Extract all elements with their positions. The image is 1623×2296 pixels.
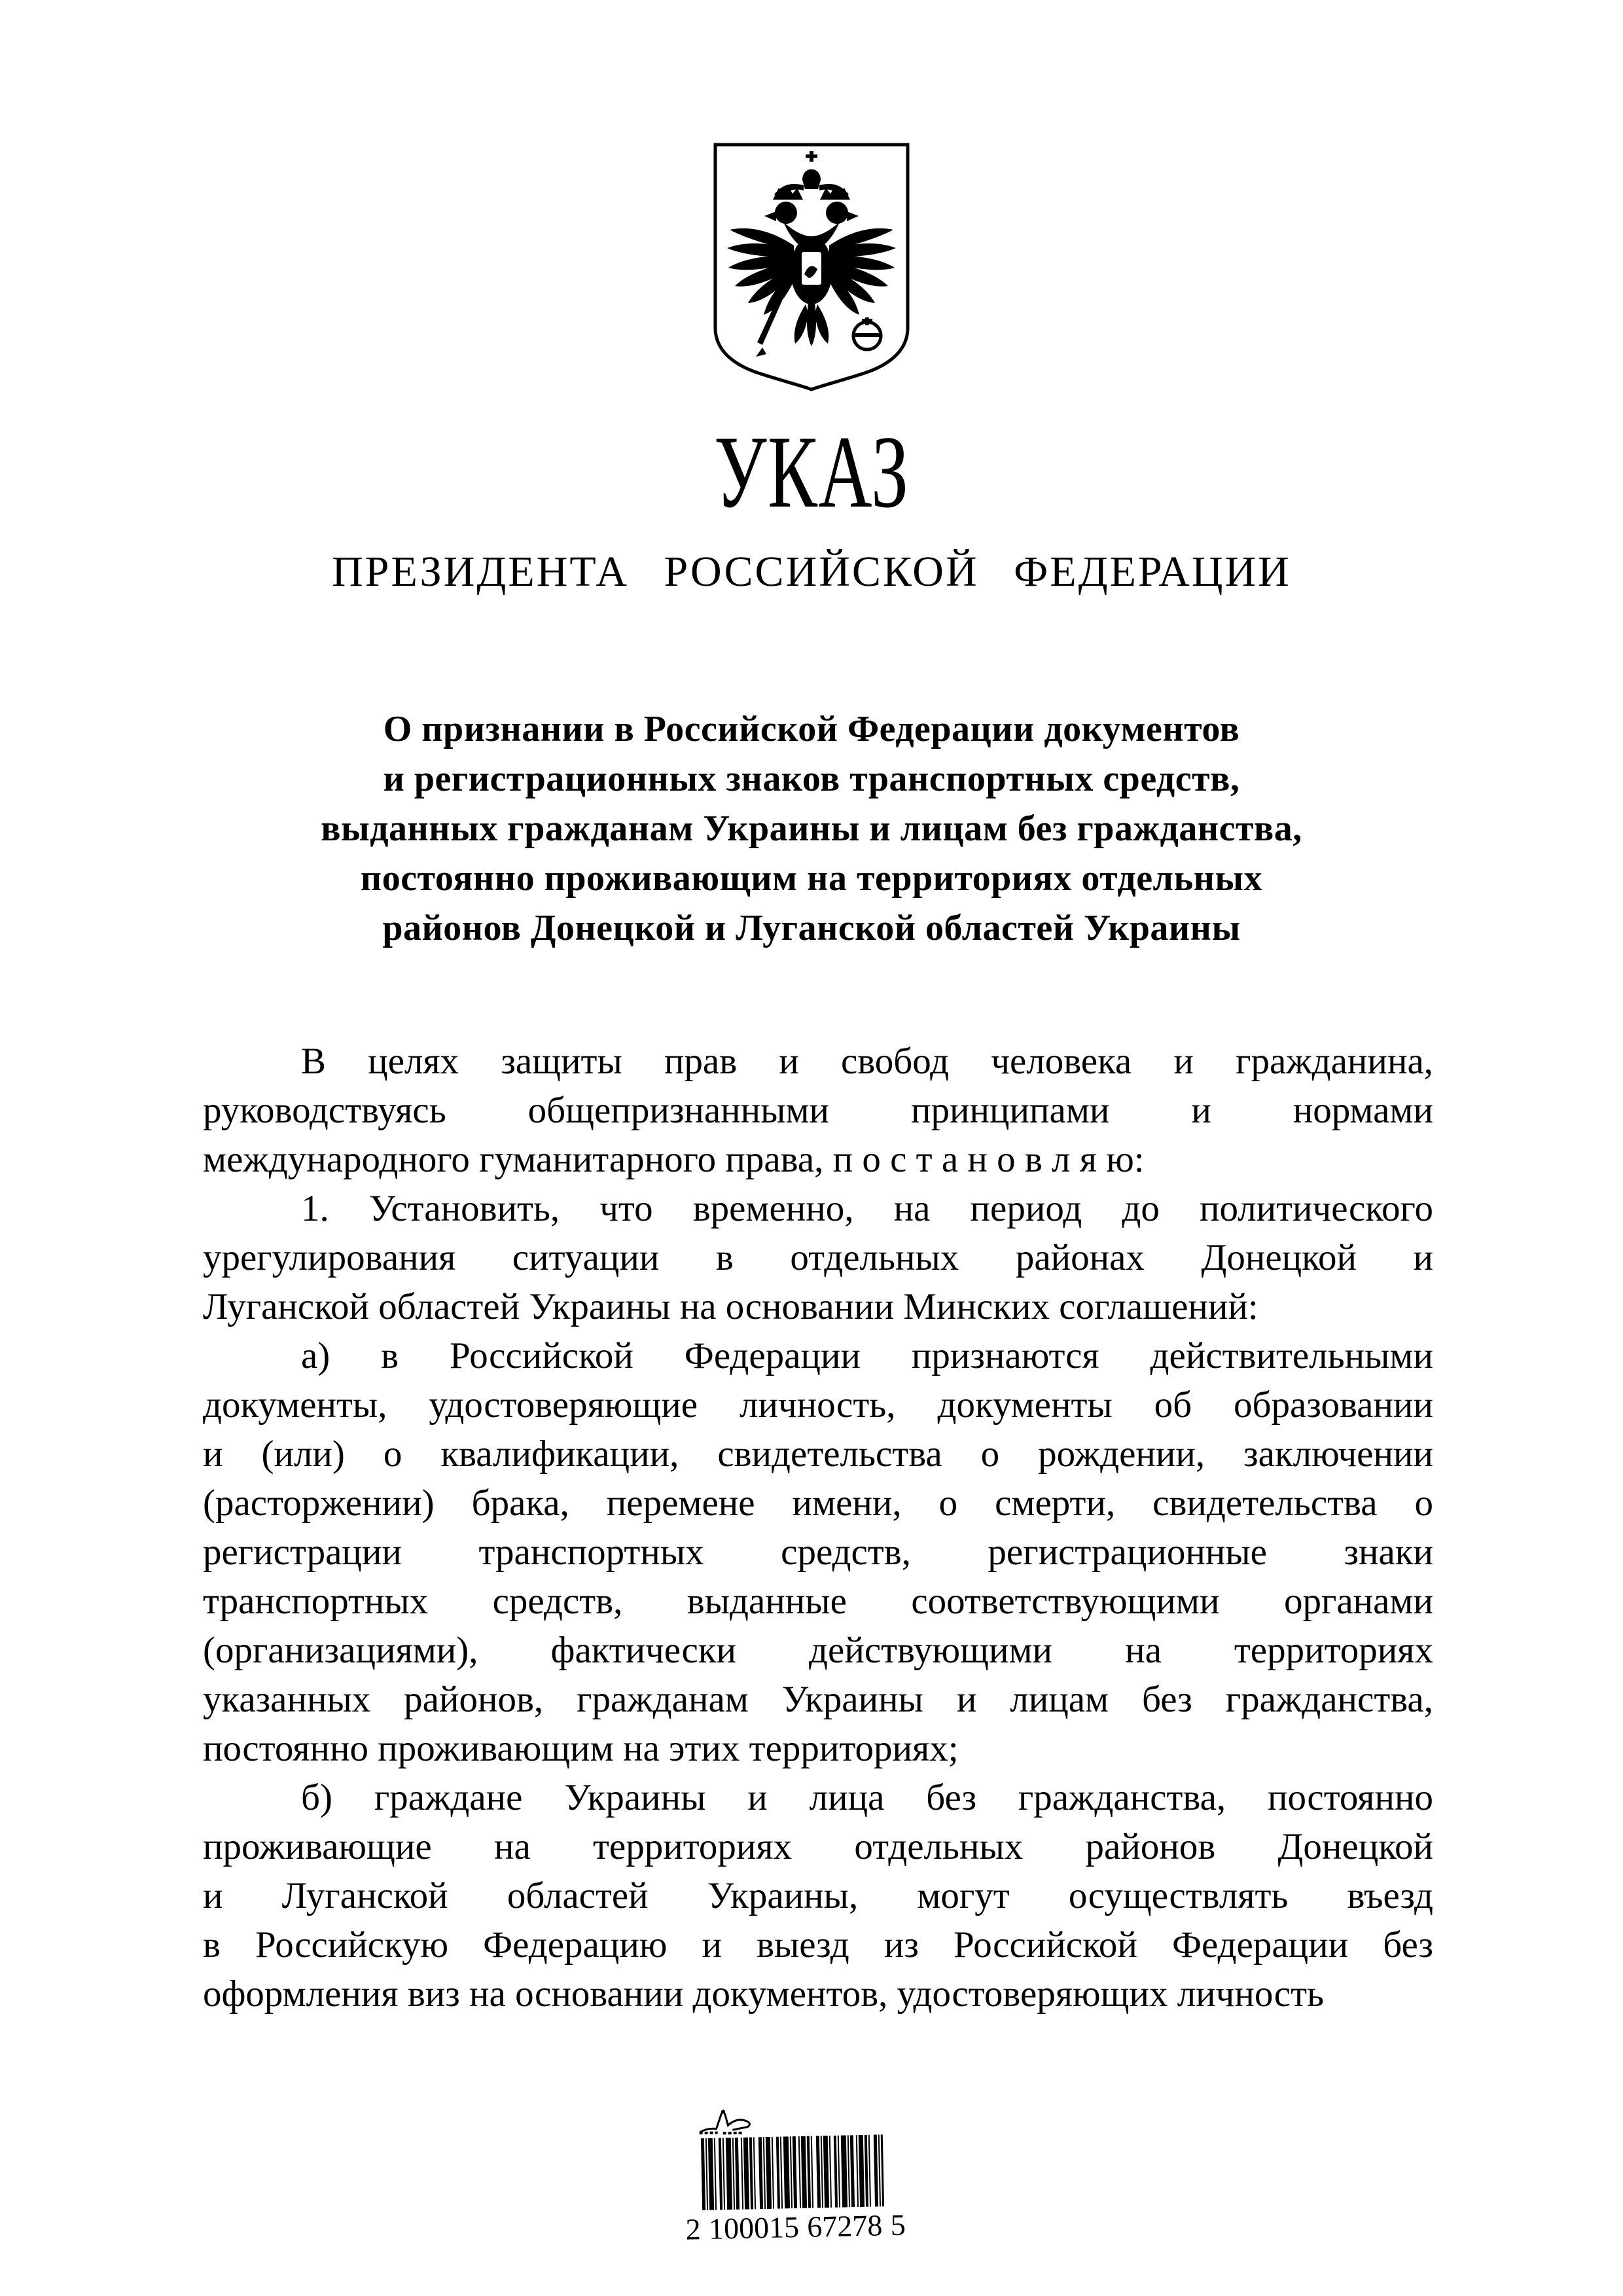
decree-body	[203, 1037, 1433, 2018]
body-line: международного гуманитарного права, п о с т а н о в л я ю:	[203, 1139, 1145, 1180]
barcode-digit-group: 67278	[806, 2208, 883, 2244]
subject-line: и регистрационных знаков транспортных средств,	[383, 759, 1240, 799]
decree-subject	[196, 704, 1427, 953]
body-line: и (или) о квалификации, свидетельства о рождении, заключении	[203, 1433, 1433, 1475]
body-line: транспортных средств, выданные соответствующими органами	[203, 1581, 1433, 1622]
subject-line: выданных гражданам Украины и лицам без гражданства,	[321, 808, 1302, 849]
handwritten-mark	[696, 2106, 776, 2138]
body-line: урегулирования ситуации в отдельных районах Донецкой и	[203, 1237, 1433, 1278]
body-line: документы, удостоверяющие личность, документы об образовании	[203, 1384, 1433, 1426]
barcode-digit-group: 100015	[708, 2210, 800, 2246]
subject-line: постоянно проживающим на территориях отдельных	[360, 858, 1263, 899]
barcode-block	[678, 2102, 916, 2246]
body-line: (организациями), фактически действующими на территориях	[203, 1630, 1433, 1671]
body-line: регистрации транспортных средств, регистрационные знаки	[203, 1532, 1433, 1573]
body-line: проживающие на территориях отдельных районов Донецкой	[203, 1826, 1433, 1867]
body-line: 1. Установить, что временно, на период до политического	[301, 1188, 1433, 1229]
body-line: указанных районов, гражданам Украины и лицам без гражданства,	[203, 1679, 1433, 1720]
body-line: оформления виз на основании документов, удостоверяющих личность	[203, 1973, 1324, 2015]
subject-line: районов Донецкой и Луганской областей Украины	[382, 908, 1241, 948]
body-line: В целях защиты прав и свобод человека и гражданина,	[301, 1041, 1433, 1082]
barcode-digit-left: 2	[685, 2212, 702, 2246]
barcode-digits	[685, 2209, 906, 2246]
barcode	[701, 2134, 884, 2210]
barcode-digit-right: 5	[890, 2208, 906, 2242]
body-line: в Российскую Федерацию и выезд из Российской Федерации без	[203, 1924, 1433, 1965]
decree-title	[0, 415, 1623, 529]
body-line: постоянно проживающим на этих территориях;	[203, 1728, 959, 1769]
body-line: (расторжении) брака, перемене имени, о смерти, свидетельства о	[203, 1482, 1433, 1524]
body-line: Луганской областей Украины на основании Минских соглашений:	[203, 1286, 1258, 1327]
body-line: руководствуясь общепризнанными принципами и нормами	[203, 1090, 1433, 1131]
subject-line: О признании в Российской Федерации документов	[383, 709, 1240, 749]
body-line: а) в Российской Федерации признаются действительными	[301, 1335, 1433, 1376]
body-line: и Луганской областей Украины, могут осуществлять въезд	[203, 1875, 1433, 1916]
russia-coat-of-arms	[710, 139, 913, 393]
body-line: б) граждане Украины и лица без гражданства, постоянно	[301, 1777, 1433, 1818]
decree-issuer: ПРЕЗИДЕНТА РОССИЙСКОЙ ФЕДЕРАЦИИ	[332, 548, 1291, 596]
decree-title-text: УКАЗ	[713, 415, 910, 529]
